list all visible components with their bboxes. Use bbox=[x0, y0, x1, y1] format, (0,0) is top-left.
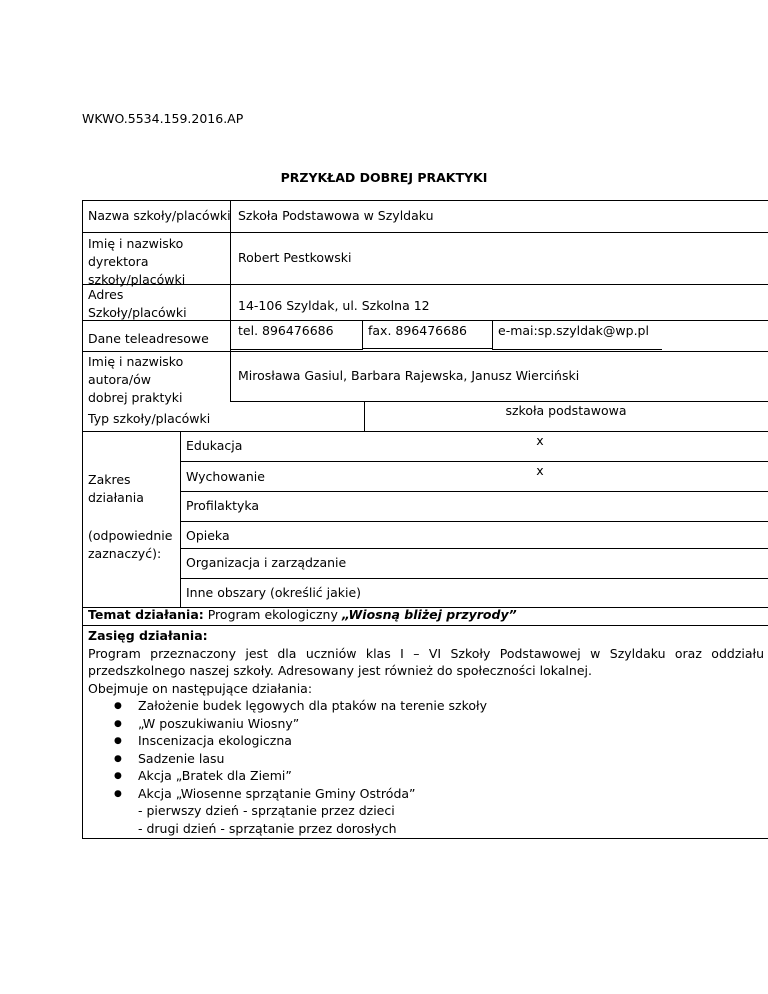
range-subitem: - pierwszy dzień - sprzątanie przez dzieci bbox=[138, 803, 395, 818]
area-organizacja: Organizacja i zarządzanie bbox=[186, 555, 347, 570]
mark-wychowanie: x bbox=[536, 463, 544, 478]
fax-value: fax. 896476686 bbox=[368, 323, 467, 338]
director-label: Imię i nazwisko dyrektora szkoły/placówki bbox=[88, 236, 186, 287]
area-profilaktyka: Profilaktyka bbox=[186, 498, 260, 513]
range-subitem: - drugi dzień - sprzątanie przez dorosłych bbox=[138, 820, 397, 836]
range-activity-list bbox=[88, 697, 764, 802]
mark-edukacja: x bbox=[536, 433, 544, 448]
email-value: e-mai:sp.szyldak@wp.pl bbox=[498, 323, 649, 338]
phone-value: tel. 896476686 bbox=[238, 323, 334, 338]
list-item: ● Inscenizacja ekologiczna bbox=[88, 732, 764, 750]
range-intro: Obejmuje on następujące działania: bbox=[88, 680, 313, 696]
school-name-label: Nazwa szkoły/placówki bbox=[88, 208, 231, 223]
authors-value: Mirosława Gasiul, Barbara Rajewska, Janusz Wierciński bbox=[238, 368, 580, 383]
area-inne: Inne obszary (określić jakie) bbox=[186, 585, 362, 600]
list-item: ● Sadzenie lasu bbox=[88, 750, 764, 768]
area-edukacja: Edukacja bbox=[186, 438, 243, 453]
area-opieka: Opieka bbox=[186, 528, 230, 543]
document-heading: PRZYKŁAD DOBREJ PRAKTYKI bbox=[280, 170, 488, 185]
school-type-label: Typ szkoły/placówki bbox=[88, 411, 211, 426]
topic-title: „Wiosną bliżej przyrody” bbox=[341, 607, 517, 622]
address-value: 14-106 Szyldak, ul. Szkolna 12 bbox=[238, 298, 430, 313]
list-item: ● Akcja „Bratek dla Ziemi” bbox=[88, 767, 764, 785]
list-item: ● Akcja „Wiosenne sprzątanie Gminy Ostróda” bbox=[88, 785, 764, 803]
list-item: ● Założenie budek lęgowych dla ptaków na terenie szkoły bbox=[88, 697, 764, 715]
topic-text: Program ekologiczny bbox=[203, 607, 342, 622]
scope-label: Zakres działania bbox=[88, 472, 144, 505]
authors-label: Imię i nazwisko autora/ów dobrej praktyki bbox=[88, 354, 184, 405]
school-name-value: Szkoła Podstawowa w Szyldaku bbox=[238, 208, 434, 223]
topic-line bbox=[88, 606, 517, 624]
range-section bbox=[88, 627, 764, 837]
address-label: Adres Szkoły/placówki bbox=[88, 287, 187, 320]
document-reference: WKWO.5534.159.2016.AP bbox=[82, 111, 244, 126]
contact-label: Dane teleadresowe bbox=[88, 331, 209, 346]
list-item: ● „W poszukiwaniu Wiosny” bbox=[88, 715, 764, 733]
school-type-value: szkoła podstawowa bbox=[505, 403, 627, 418]
area-wychowanie: Wychowanie bbox=[186, 469, 265, 484]
director-value: Robert Pestkowski bbox=[238, 250, 352, 265]
range-paragraph-line-1: Program przeznaczony jest dla uczniów klas I – VI Szkoły Podstawowej w Szyldaku oraz oddziału bbox=[88, 645, 764, 661]
range-label: Zasięg działania: bbox=[88, 628, 208, 643]
topic-label: Temat działania: bbox=[88, 607, 204, 622]
range-paragraph-line-2: przedszkolnego naszej szkoły. Adresowany jest również do społeczności lokalnej. bbox=[88, 663, 592, 678]
scope-note: (odpowiednie zaznaczyć): bbox=[88, 528, 173, 561]
